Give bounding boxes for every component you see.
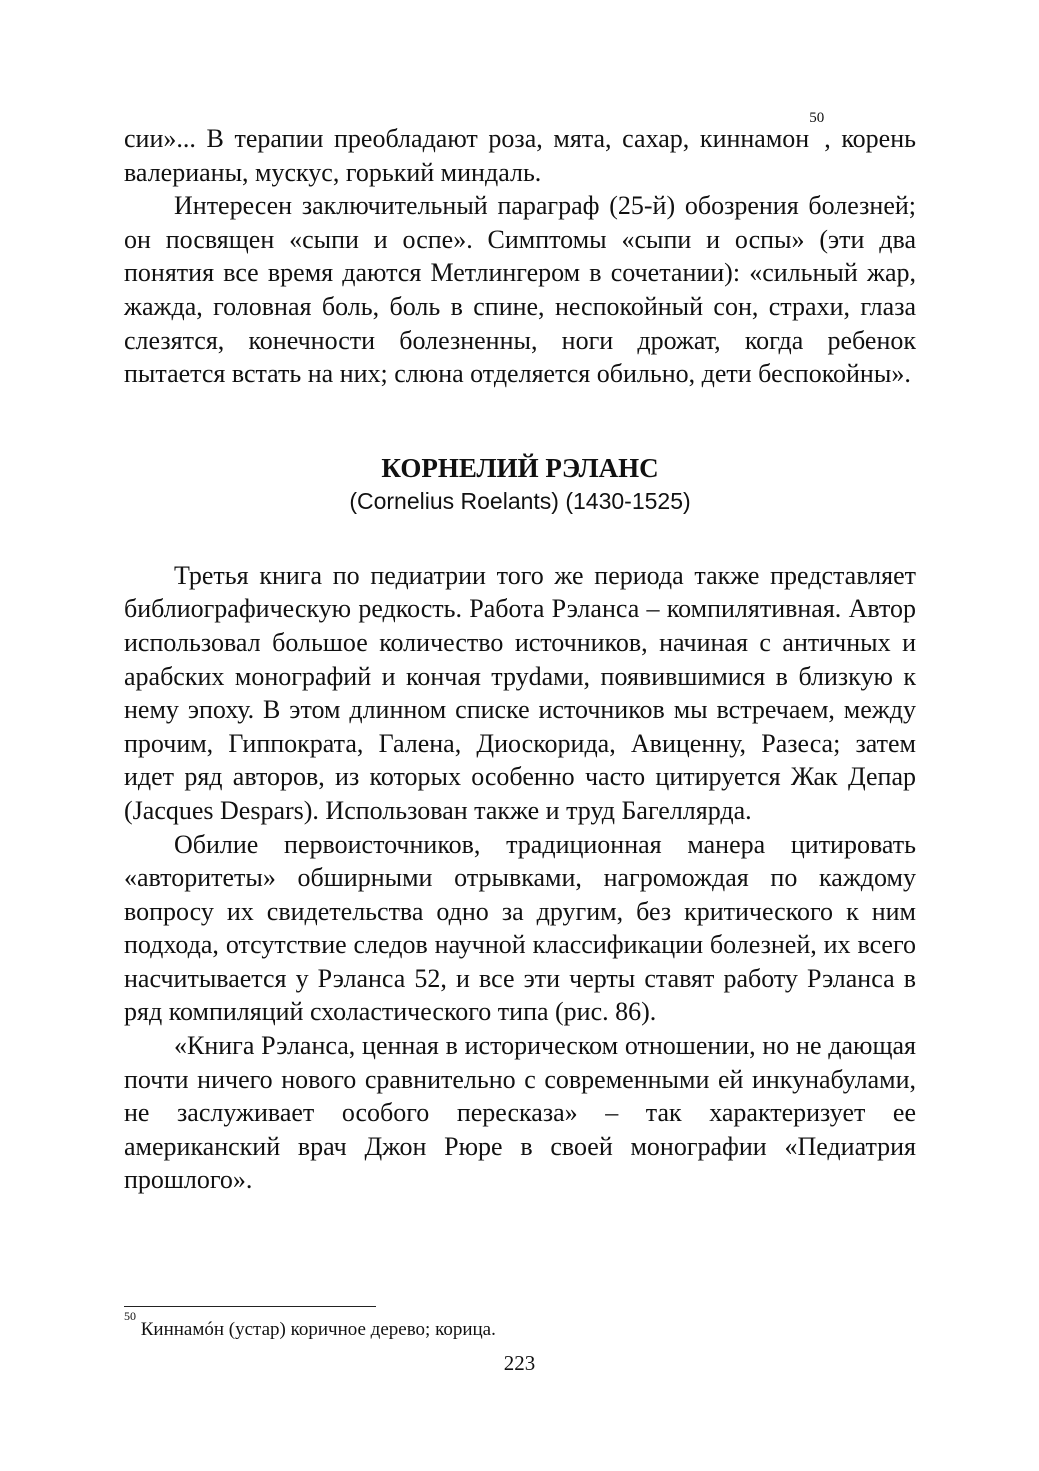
spacer xyxy=(124,391,916,451)
footnote-reference[interactable]: 50 xyxy=(809,110,825,126)
footnote-number: 50 xyxy=(124,1309,136,1323)
page-number: 223 xyxy=(503,1351,536,1375)
paragraph-1 xyxy=(124,110,916,189)
footnote xyxy=(124,1309,916,1342)
footnote-text: Киннамóн (устар) коричное дерево; корица. xyxy=(140,1319,496,1340)
page-body xyxy=(124,110,916,1197)
paragraph-3: Третья книга по педиатрии того же периода также представляет библиографическую редкость. Работа Рэланса – компилятивная. Автор использовал большое количество источников, начиная с античных и арабских монографий и кончая труdами, появившимися в близкую к нему эпоху. В этом длинном списке источников мы встречаем, между прочим, Гиппократа, Галена, Диоскорида, Авиценну, Разеса; затем идет ряд авторов, из которых особенно часто цитируется Жак Депар (Jacques Despars). Использован также и труд Багеллярда. xyxy=(124,560,916,825)
spacer xyxy=(124,517,916,559)
section-subtitle: (Cornelius Roelants) (1430-1525) xyxy=(349,487,691,514)
footnote-divider xyxy=(124,1306,376,1307)
paragraph-2: Интересен заключительный параграф (25-й) обозрения болезней; он посвящен «сыпи и оспе». Симптомы «сыпи и оспы» (эти два понятия все время даются Метлингером в сочетании): «сильный жар, жажда, головная боль, боль в спине, неспокойный сон, страхи, глаза слезятся, конечности болезненны, ноги дрожат, когда ребенок пытается встать на них; слюна отделяется обильно, дети беспокойны». xyxy=(124,191,916,389)
paragraph-4: Обилие первоисточников, традиционная манера цитировать «авторитеты» обширными отрывками, нагромождая по каждому вопросу их свидетельства одно за другим, без критического к ним подхода, отсутствие следов научной классификации болезней, их всего насчитывается у Рэланса 52, и все эти черты ставят работу Рэланса в ряд компиляций схоластического типа (рис. 86). xyxy=(124,829,916,1027)
paragraph-1-text-continued: , корень валерианы, мускус, горький миндаль. xyxy=(124,124,916,187)
paragraph-5: «Книга Рэланса, ценная в историческом отношении, но не дающая почти ничего нового сравнительно с современными ей инкунабулами, не заслуживает особого пересказа» – так характеризует ее американский врач Джон Рюре в своей монографии «Педиатрия прошлого». xyxy=(124,1031,916,1195)
paragraph-1-text: сии»... В терапии преобладают роза, мята, сахар, киннамон xyxy=(124,124,810,153)
section-title: КОРНЕЛИЙ РЭЛАНС xyxy=(381,452,659,483)
